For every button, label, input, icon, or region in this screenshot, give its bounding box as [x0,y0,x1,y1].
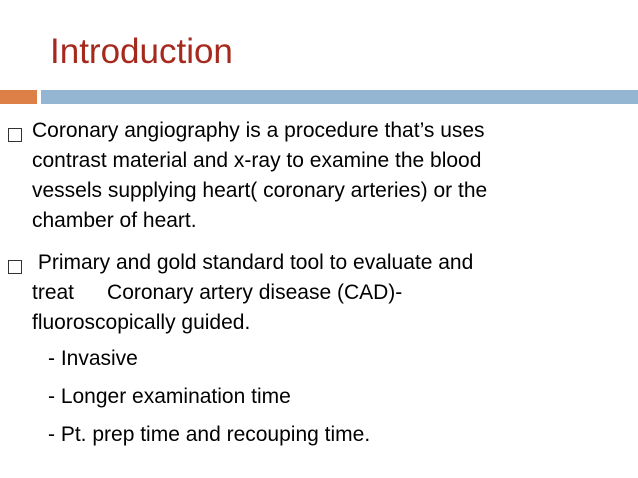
bullet-1 [32,116,602,236]
bullet-2-line-2-part-2: Coronary artery disease (CAD)- [107,281,403,304]
bullet-2 [32,248,602,338]
slide-title: Introduction [50,32,233,71]
square-bullet-icon [8,260,22,274]
square-bullet-icon [8,128,22,142]
bullet-1-line-3: vessels supplying heart( coronary arteries) or the [32,179,488,202]
bullet-1-line-4: chamber of heart. [32,209,197,232]
sub-item-examination-time: - Longer examination time [48,385,291,408]
bullet-2-line-1: Primary and gold standard tool to evaluate and [32,251,474,274]
title-rule-bar [41,90,638,104]
bullet-2-line-2 [32,278,602,308]
sub-item-prep-time: - Pt. prep time and recouping time. [48,423,371,446]
bullet-1-line-2: contrast material and x-ray to examine the blood [32,149,482,172]
bullet-2-line-3: fluoroscopically guided. [32,311,251,334]
title-accent-bar [0,90,37,104]
bullet-2-line-2-part-1: treat [32,281,75,304]
sub-item-invasive: - Invasive [48,347,138,370]
bullet-1-line-1: Coronary angiography is a procedure that’s uses [32,119,485,142]
